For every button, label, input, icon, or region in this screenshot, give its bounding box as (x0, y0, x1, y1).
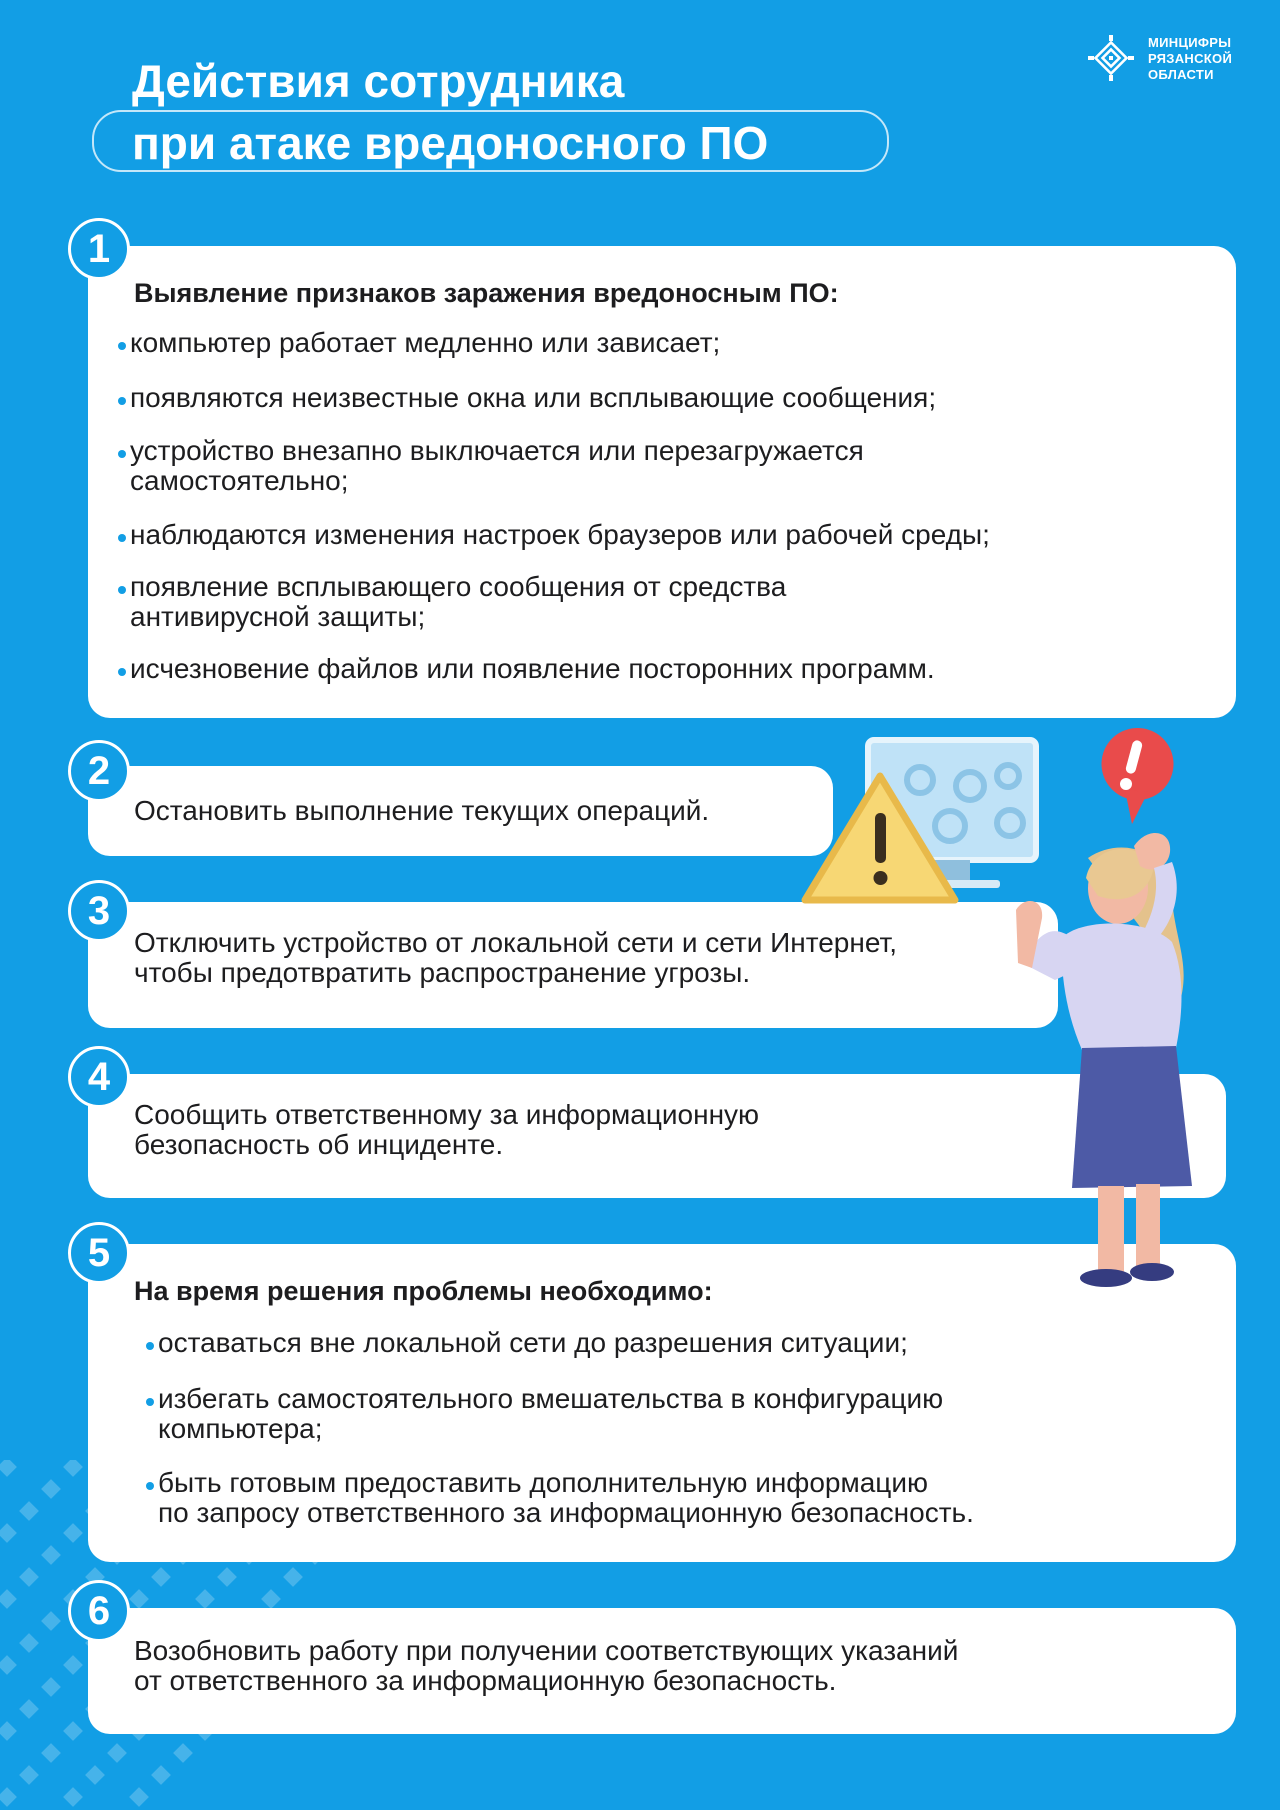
step-5-bullet-2: избегать самостоятельного вмешательства в конфигурацию компьютера; (158, 1384, 943, 1444)
pattern-cell (85, 1765, 105, 1785)
pattern-cell (151, 1567, 171, 1587)
pattern-cell (41, 1743, 61, 1763)
pattern-cell (195, 1589, 215, 1609)
logo-text-line-1: МИНЦИФРЫ (1148, 35, 1232, 50)
pattern-cell (63, 1655, 83, 1675)
step-1-bullet-2: появляются неизвестные окна или всплывающие сообщения; (130, 383, 936, 413)
step-1-bullet-3: устройство внезапно выключается или перезагружается самостоятельно; (130, 436, 864, 496)
step-6-text: Возобновить работу при получении соответствующих указаний от ответственного за информационную безопасность. (134, 1635, 959, 1696)
step-number-5: 5 (68, 1222, 130, 1284)
step-card-1 (88, 246, 1236, 718)
illustration (780, 728, 1250, 1308)
confused-woman-figure (1016, 833, 1192, 1287)
pattern-cell (0, 1460, 17, 1477)
pattern-cell (0, 1655, 17, 1675)
title-line-2: при атаке вредоносного ПО (132, 117, 769, 169)
step-3-text: Отключить устройство от локальной сети и сети Интернет, чтобы предотвратить распространение угрозы. (134, 927, 897, 988)
pattern-cell (19, 1633, 39, 1653)
pattern-cell (261, 1589, 281, 1609)
step-5-bullet-3: быть готовым предоставить дополнительную информацию по запросу ответственного за информационную безопасность. (158, 1468, 974, 1528)
step-5-heading: На время решения проблемы необходимо: (134, 1276, 713, 1306)
step-card-2 (88, 766, 833, 856)
page-title (92, 52, 887, 170)
ornament-logo-icon (1088, 35, 1134, 81)
pattern-cell (41, 1611, 61, 1631)
pattern-cell (19, 1567, 39, 1587)
step-1-bullet-5: появление всплывающего сообщения от средства антивирусной защиты; (130, 572, 786, 632)
pattern-cell (19, 1699, 39, 1719)
step-card-6 (88, 1608, 1236, 1734)
pattern-cell (0, 1721, 17, 1741)
pattern-cell (151, 1765, 171, 1785)
pattern-cell (63, 1523, 83, 1543)
step-number-6: 6 (68, 1580, 130, 1642)
pattern-cell (129, 1787, 149, 1807)
exclamation-bubble-icon (1102, 728, 1174, 824)
step-1-bullet-6: исчезновение файлов или появление посторонних программ. (130, 654, 935, 684)
step-number-2: 2 (68, 740, 130, 802)
pattern-cell (0, 1787, 17, 1807)
pattern-cell (63, 1460, 83, 1477)
step-number-4: 4 (68, 1046, 130, 1108)
step-1-bullet-4: наблюдаются изменения настроек браузеров или рабочей среды; (130, 520, 990, 550)
step-1-bullet-1: компьютер работает медленно или зависает; (130, 328, 720, 358)
step-number-3: 3 (68, 880, 130, 942)
pattern-cell (0, 1589, 17, 1609)
pattern-cell (19, 1765, 39, 1785)
step-1-heading: Выявление признаков заражения вредоносным ПО: (134, 278, 839, 308)
pattern-cell (19, 1501, 39, 1521)
logo-text-line-2: РЯЗАНСКОЙ (1148, 51, 1233, 66)
pattern-cell (107, 1743, 127, 1763)
pattern-cell (217, 1567, 237, 1587)
step-number-1: 1 (68, 218, 130, 280)
step-2-text: Остановить выполнение текущих операций. (134, 795, 710, 826)
ministry-logo (1088, 33, 1248, 83)
pattern-cell (41, 1479, 61, 1499)
title-line-1: Действия сотрудника (132, 55, 625, 107)
pattern-cell (0, 1523, 17, 1543)
pattern-cell (63, 1787, 83, 1807)
pattern-cell (41, 1545, 61, 1565)
pattern-cell (129, 1589, 149, 1609)
step-5-bullet-1: оставаться вне локальной сети до разрешения ситуации; (158, 1328, 908, 1358)
pattern-cell (283, 1567, 303, 1587)
pattern-cell (63, 1721, 83, 1741)
step-4-text: Сообщить ответственному за информационную безопасность об инциденте. (134, 1099, 760, 1160)
logo-text-line-3: ОБЛАСТИ (1148, 67, 1214, 82)
pattern-cell (173, 1743, 193, 1763)
pattern-cell (41, 1677, 61, 1697)
